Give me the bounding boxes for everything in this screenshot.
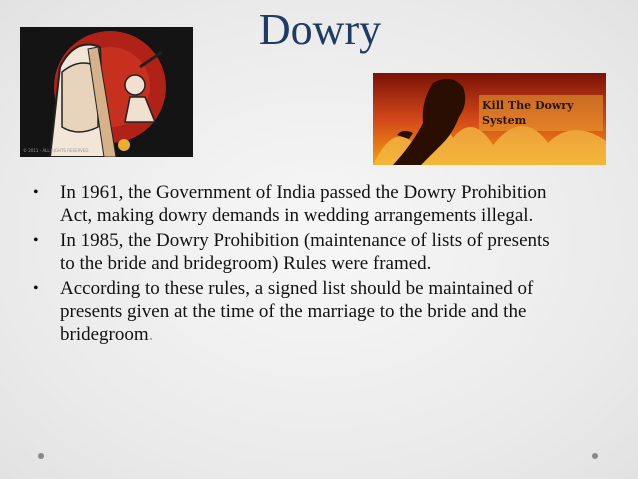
bullet-text: In 1961, the Government of India passed the Dowry Prohibition Act, making dowry demands in wedding arrangements illegal.: [60, 182, 547, 226]
bullet-item-3: [30, 277, 550, 346]
bullet-text: In 1985, the Dowry Prohibition (maintenance of lists of presents to the bride and bridegroom) Rules were framed.: [60, 230, 550, 274]
image-caption: © 2011 - ALL RIGHTS RESERVED.: [23, 148, 90, 153]
bullet-marker: •: [33, 184, 39, 201]
bullet-marker: •: [33, 232, 39, 249]
bottom-right-dot: [592, 453, 598, 459]
kill-dowry-caption: [482, 98, 602, 128]
illustration-graphic: [20, 27, 193, 157]
caption-line-2: System: [482, 114, 527, 127]
bullet-marker: •: [33, 280, 39, 297]
dowry-illustration-image: [20, 27, 193, 157]
bottom-left-dot: [38, 453, 44, 459]
bullet-list: [30, 181, 550, 348]
slide-title: Dowry: [258, 5, 382, 54]
bullet-text: According to these rules, a signed list should be maintained of presents given at the time of the marriage to the bride and the bridegroom: [60, 278, 534, 345]
bullet-item-2: [30, 229, 550, 275]
caption-line-1: Kill The Dowry: [482, 99, 574, 112]
kill-the-dowry-image: [373, 73, 606, 165]
bullet-trailing-period: .: [148, 324, 154, 345]
bullet-item-1: [30, 181, 550, 227]
